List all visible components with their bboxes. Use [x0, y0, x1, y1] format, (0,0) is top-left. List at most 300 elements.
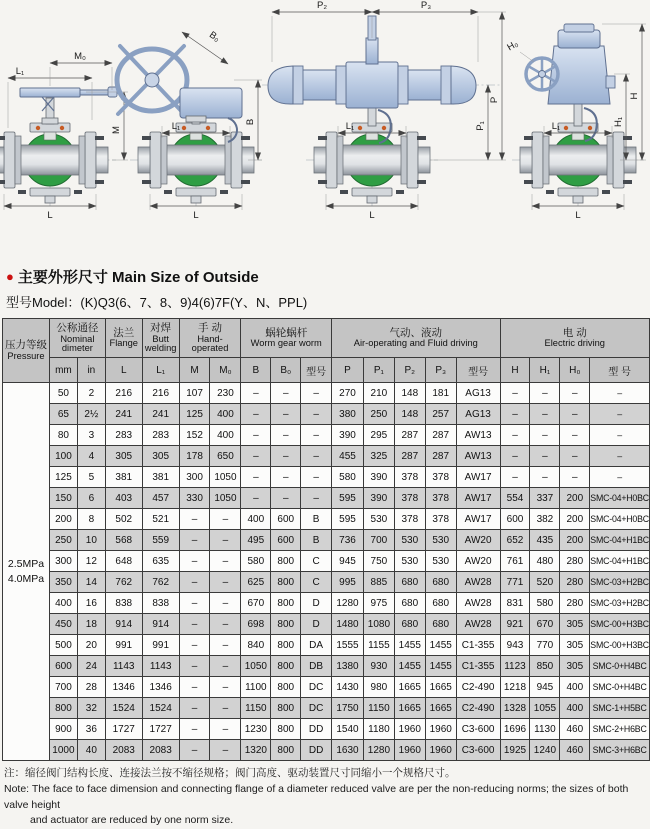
cell: 305: [105, 446, 142, 467]
footnotes: [4, 766, 646, 829]
cell: 300: [49, 551, 77, 572]
cell: 995: [332, 572, 364, 593]
cell: 1696: [500, 719, 530, 740]
cell: DA: [301, 635, 332, 656]
header-sub: M: [179, 358, 210, 383]
cell: 761: [500, 551, 530, 572]
cell: 1925: [500, 740, 530, 761]
cell: 1143: [105, 656, 142, 677]
cell: AG13: [456, 383, 500, 404]
cell: 559: [142, 530, 179, 551]
cell: 600: [49, 656, 77, 677]
cell: –: [500, 404, 530, 425]
dim-label-p3: P₃: [420, 0, 432, 11]
cell: 125: [179, 404, 210, 425]
cell: 800: [271, 698, 301, 719]
cell: –: [301, 383, 332, 404]
cell: –: [271, 446, 301, 467]
cell: 580: [530, 593, 560, 614]
cell: 580: [332, 467, 364, 488]
table-row: [3, 467, 650, 488]
cell: –: [210, 635, 241, 656]
cell: 3: [77, 425, 105, 446]
header-group: 对焊 Butt welding: [142, 319, 179, 358]
cell: 460: [560, 740, 590, 761]
cell: 390: [363, 467, 394, 488]
cell: 1555: [332, 635, 364, 656]
cell: 1960: [394, 719, 425, 740]
dim-label-b0: B₀: [207, 29, 222, 45]
header-group: 公称通径 Nominal dimeter: [49, 319, 105, 358]
cell: –: [530, 383, 560, 404]
cell: DC: [301, 677, 332, 698]
cell: –: [179, 551, 210, 572]
cell: 1727: [142, 719, 179, 740]
cell: 200: [49, 509, 77, 530]
cell: 1430: [332, 677, 364, 698]
cell: –: [179, 740, 210, 761]
cell: 1130: [530, 719, 560, 740]
cell: 382: [530, 509, 560, 530]
cell: –: [271, 404, 301, 425]
cell: 771: [500, 572, 530, 593]
table-row: [3, 551, 650, 572]
cell: 980: [363, 677, 394, 698]
cell: 1346: [105, 677, 142, 698]
table-row: [3, 656, 650, 677]
header-sub: in: [77, 358, 105, 383]
table-row: [3, 614, 650, 635]
cell: 975: [363, 593, 394, 614]
cell: SMC-03+H2BC: [590, 593, 650, 614]
cell: 600: [271, 530, 301, 551]
cell: 305: [560, 635, 590, 656]
cell: 1346: [142, 677, 179, 698]
cell: C: [301, 572, 332, 593]
cell: 521: [142, 509, 179, 530]
cell: 287: [394, 425, 425, 446]
bullet-icon: ●: [6, 269, 14, 284]
cell: SMC-0+H4BC: [590, 677, 650, 698]
cell: 1320: [241, 740, 271, 761]
cell: 945: [332, 551, 364, 572]
header-sub: mm: [49, 358, 77, 383]
cell: –: [530, 467, 560, 488]
cell: SMC-04+H0BC: [590, 488, 650, 509]
cell: –: [179, 593, 210, 614]
cell: 250: [363, 404, 394, 425]
cell: –: [210, 530, 241, 551]
cell: 885: [363, 572, 394, 593]
table-row: [3, 677, 650, 698]
model-value: (K)Q3(6、7、8、9)4(6)7F(Y、N、PPL): [80, 295, 308, 310]
cell: 1665: [394, 677, 425, 698]
cell: 210: [363, 383, 394, 404]
table-row: [3, 488, 650, 509]
cell: 200: [560, 530, 590, 551]
cell: 2½: [77, 404, 105, 425]
cell: –: [560, 446, 590, 467]
cell: SMC-2+H6BC: [590, 719, 650, 740]
cell: –: [301, 467, 332, 488]
cell: 32: [77, 698, 105, 719]
cell: 241: [142, 404, 179, 425]
cell: –: [590, 404, 650, 425]
cell: –: [179, 677, 210, 698]
cell: 1750: [332, 698, 364, 719]
cell: –: [179, 572, 210, 593]
cell: 680: [425, 614, 456, 635]
cell: 152: [179, 425, 210, 446]
cell: 800: [271, 635, 301, 656]
table-row: [3, 593, 650, 614]
cell: 460: [560, 719, 590, 740]
header-sub: 型 号: [590, 358, 650, 383]
cell: 295: [363, 425, 394, 446]
cell: DC: [301, 698, 332, 719]
cell: 230: [210, 383, 241, 404]
cell: 200: [560, 488, 590, 509]
cell: 378: [394, 509, 425, 530]
cell: AW13: [456, 425, 500, 446]
cell: –: [271, 425, 301, 446]
cell: 700: [49, 677, 77, 698]
cell: 435: [530, 530, 560, 551]
cell: –: [179, 509, 210, 530]
cell: –: [179, 719, 210, 740]
cell: –: [271, 467, 301, 488]
cell: 502: [105, 509, 142, 530]
dim-label-h1: H₁: [613, 116, 624, 128]
cell: 6: [77, 488, 105, 509]
dim-label-m0: M₀: [74, 51, 86, 62]
cell: 921: [500, 614, 530, 635]
dim-label-l1: L₁: [551, 121, 561, 132]
cell: 4: [77, 446, 105, 467]
cell: 680: [394, 572, 425, 593]
cell: 378: [425, 467, 456, 488]
cell: –: [500, 425, 530, 446]
cell: B: [301, 530, 332, 551]
cell: 250: [49, 530, 77, 551]
cell: 530: [425, 530, 456, 551]
cell: –: [241, 425, 271, 446]
table-row: [3, 509, 650, 530]
cell: 800: [49, 698, 77, 719]
model-label: 型号Model：: [6, 295, 81, 310]
cell: AW28: [456, 593, 500, 614]
cell: SMC-00+H3BC: [590, 635, 650, 656]
cell: 800: [271, 614, 301, 635]
cell: C2-490: [456, 677, 500, 698]
cell: 495: [241, 530, 271, 551]
cell: 200: [560, 509, 590, 530]
cell: 241: [105, 404, 142, 425]
cell: 148: [394, 383, 425, 404]
header-group: 蜗轮蜗杆 Worm gear worm: [241, 319, 332, 358]
table-row: [3, 425, 650, 446]
cell: AW13: [456, 446, 500, 467]
cell: –: [271, 488, 301, 509]
header-sub: B₀: [271, 358, 301, 383]
cell: 80: [49, 425, 77, 446]
cell: 378: [425, 488, 456, 509]
cell: 800: [271, 656, 301, 677]
cell: C: [301, 551, 332, 572]
header-pressure: 压力等级 Pressure: [3, 319, 50, 383]
cell: –: [179, 530, 210, 551]
cell: 648: [105, 551, 142, 572]
cell: 280: [560, 572, 590, 593]
cell: B: [301, 509, 332, 530]
cell: 5: [77, 467, 105, 488]
cell: 1455: [394, 656, 425, 677]
dim-label-m: M: [111, 126, 122, 134]
cell: 216: [142, 383, 179, 404]
cell: 283: [142, 425, 179, 446]
table-row: [3, 635, 650, 656]
cell: 520: [530, 572, 560, 593]
cell: 65: [49, 404, 77, 425]
cell: –: [271, 383, 301, 404]
cell: 1727: [105, 719, 142, 740]
cell: 625: [241, 572, 271, 593]
cell: 14: [77, 572, 105, 593]
note-en-line1: Note: The face to face dimension and connecting flange of a diameter reduced valve are per the non-reducing norms; the sizes of both valve height: [4, 782, 629, 811]
cell: SMC-03+H2BC: [590, 572, 650, 593]
cell: 914: [105, 614, 142, 635]
cell: 455: [332, 446, 364, 467]
cell: 1123: [500, 656, 530, 677]
cell: 1665: [425, 698, 456, 719]
cell: 831: [500, 593, 530, 614]
cell: 1960: [425, 719, 456, 740]
cell: 350: [49, 572, 77, 593]
cell: 1280: [363, 740, 394, 761]
cell: 600: [500, 509, 530, 530]
cell: 698: [241, 614, 271, 635]
cell: 457: [142, 488, 179, 509]
cell: 700: [363, 530, 394, 551]
cell: 670: [241, 593, 271, 614]
cell: –: [210, 614, 241, 635]
cell: –: [210, 593, 241, 614]
cell: 554: [500, 488, 530, 509]
cell: 1055: [530, 698, 560, 719]
table-row: [3, 740, 650, 761]
cell: –: [560, 467, 590, 488]
cell: –: [590, 446, 650, 467]
cell: 1230: [241, 719, 271, 740]
table-row: [3, 404, 650, 425]
cell: 1050: [210, 488, 241, 509]
cell: 1524: [105, 698, 142, 719]
cell: 1960: [394, 740, 425, 761]
cell: AW17: [456, 467, 500, 488]
cell: 148: [394, 404, 425, 425]
cell: C2-490: [456, 698, 500, 719]
dim-label-b: B: [245, 118, 256, 126]
cell: 670: [530, 614, 560, 635]
cell: 8: [77, 509, 105, 530]
cell: –: [241, 404, 271, 425]
cell: 378: [425, 509, 456, 530]
dim-label-p: P: [489, 96, 500, 104]
header-sub: 型号: [456, 358, 500, 383]
cell: 914: [142, 614, 179, 635]
cell: –: [560, 404, 590, 425]
cell: 280: [560, 593, 590, 614]
header-group: 气动、液动 Air-operating and Fluid driving: [332, 319, 500, 358]
cell: 600: [271, 509, 301, 530]
cell: 280: [560, 551, 590, 572]
cell: 400: [49, 593, 77, 614]
cell: 800: [271, 551, 301, 572]
cell: –: [301, 488, 332, 509]
cell: –: [301, 404, 332, 425]
cell: 1155: [363, 635, 394, 656]
cell: 762: [105, 572, 142, 593]
cell: 400: [560, 677, 590, 698]
cell: –: [210, 572, 241, 593]
cell: D: [301, 614, 332, 635]
cell: 300: [179, 467, 210, 488]
cell: 150: [49, 488, 77, 509]
cell: 650: [210, 446, 241, 467]
header-sub: P₁: [363, 358, 394, 383]
section-title-text: 主要外形尺寸 Main Size of Outside: [17, 269, 259, 286]
cell: 800: [271, 719, 301, 740]
cell: 680: [425, 593, 456, 614]
cell: 480: [530, 551, 560, 572]
technical-drawings: [0, 0, 650, 248]
cell: AW17: [456, 488, 500, 509]
cell: –: [241, 467, 271, 488]
cell: 800: [271, 677, 301, 698]
table-row: [3, 530, 650, 551]
dim-label-l: L: [575, 210, 581, 221]
cell: 680: [394, 593, 425, 614]
cell: 800: [271, 593, 301, 614]
table-row: [3, 572, 650, 593]
cell: AW28: [456, 614, 500, 635]
drawing-worm-gear-valve: [117, 29, 262, 221]
cell: 330: [179, 488, 210, 509]
cell: 400: [210, 425, 241, 446]
cell: SMC-1+H5BC: [590, 698, 650, 719]
dim-label-l: L: [369, 210, 375, 221]
cell: –: [500, 446, 530, 467]
cell: 1328: [500, 698, 530, 719]
cell: 568: [105, 530, 142, 551]
cell: –: [590, 425, 650, 446]
cell: 283: [105, 425, 142, 446]
cell: –: [210, 740, 241, 761]
cell: AG13: [456, 404, 500, 425]
header-group: 手 动 Hand-operated: [179, 319, 241, 358]
cell: 800: [271, 740, 301, 761]
cell: 943: [500, 635, 530, 656]
cell: DB: [301, 656, 332, 677]
cell: DD: [301, 719, 332, 740]
dim-label-l1: L₁: [345, 121, 355, 132]
cell: 2083: [142, 740, 179, 761]
cell: 1000: [49, 740, 77, 761]
cell: 595: [332, 509, 364, 530]
cell: –: [301, 425, 332, 446]
cell: 287: [425, 446, 456, 467]
cell: 762: [142, 572, 179, 593]
note-cn: 注：缩径阀门结构长度、连接法兰按不缩径规格；阀门高度、驱动装置尺寸同缩小一个规格尺寸。: [4, 767, 456, 779]
cell: 930: [363, 656, 394, 677]
cell: –: [241, 488, 271, 509]
cell: 305: [560, 656, 590, 677]
cell: –: [530, 446, 560, 467]
header-sub: L₁: [142, 358, 179, 383]
cell: –: [210, 656, 241, 677]
cell: 400: [241, 509, 271, 530]
cell: 736: [332, 530, 364, 551]
cell: 840: [241, 635, 271, 656]
cell: –: [560, 383, 590, 404]
cell: SMC-04+H0BC: [590, 509, 650, 530]
cell: D: [301, 593, 332, 614]
cell: AW17: [456, 509, 500, 530]
cell: 390: [363, 488, 394, 509]
cell: DD: [301, 740, 332, 761]
header-sub: B: [241, 358, 271, 383]
cell: 680: [394, 614, 425, 635]
cell: 850: [530, 656, 560, 677]
cell: –: [179, 635, 210, 656]
cell: –: [179, 656, 210, 677]
model-line: [6, 292, 650, 311]
cell: 635: [142, 551, 179, 572]
cell: 400: [210, 404, 241, 425]
cell: 50: [49, 383, 77, 404]
cell: 1665: [425, 677, 456, 698]
cell: –: [179, 698, 210, 719]
cell: –: [530, 404, 560, 425]
cell: C1-355: [456, 656, 500, 677]
dim-label-l: L: [193, 210, 199, 221]
table-row: [3, 383, 650, 404]
header-sub: H: [500, 358, 530, 383]
header-sub: L: [105, 358, 142, 383]
cell: 991: [105, 635, 142, 656]
dim-label-l: L: [47, 210, 53, 221]
cell: 1080: [363, 614, 394, 635]
cell: 257: [425, 404, 456, 425]
cell: 838: [142, 593, 179, 614]
cell: 1218: [500, 677, 530, 698]
cell: 991: [142, 635, 179, 656]
cell: 378: [394, 467, 425, 488]
table-row: [3, 698, 650, 719]
cell: 1180: [363, 719, 394, 740]
cell: –: [210, 551, 241, 572]
cell: 181: [425, 383, 456, 404]
cell: 287: [394, 446, 425, 467]
cell: 530: [394, 530, 425, 551]
cell: 945: [530, 677, 560, 698]
cell: 450: [49, 614, 77, 635]
header-group: 法兰 Flange: [105, 319, 142, 358]
cell: –: [210, 719, 241, 740]
cell: –: [179, 614, 210, 635]
cell: 305: [142, 446, 179, 467]
cell: 770: [530, 635, 560, 656]
